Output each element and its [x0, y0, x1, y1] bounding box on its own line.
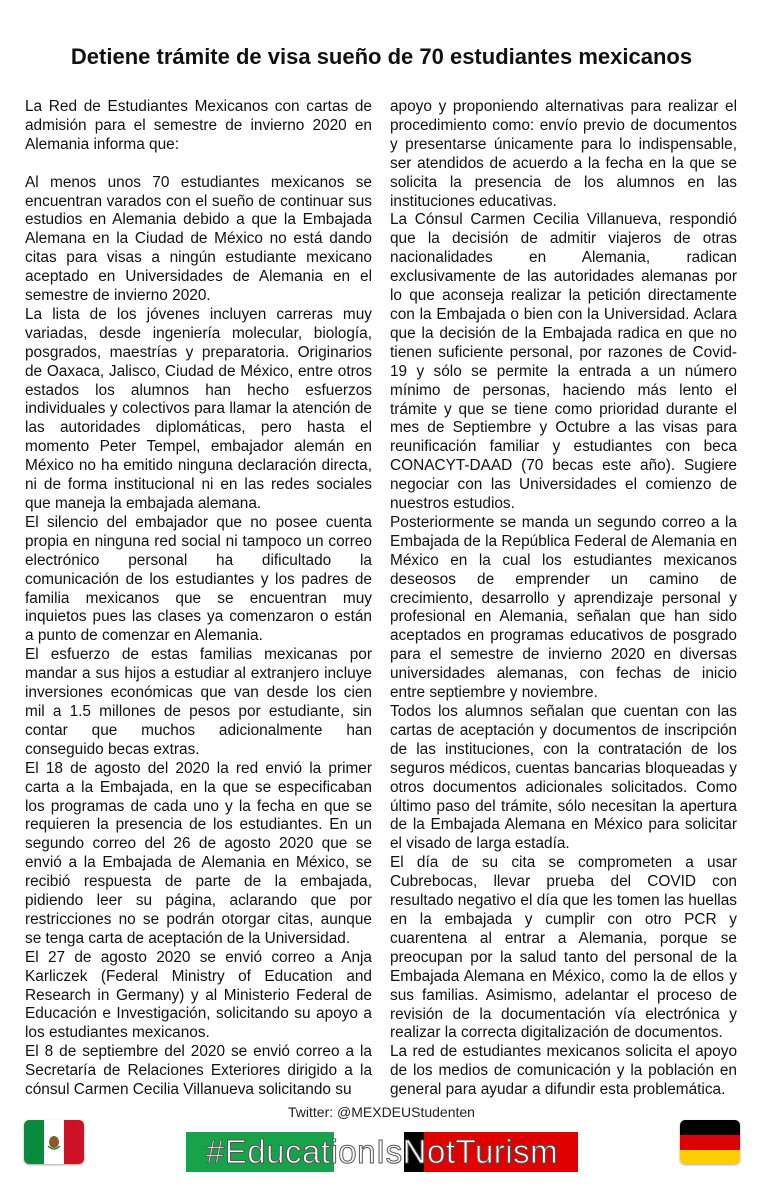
paragraph: El 18 de agosto del 2020 la red envió la primer carta a la Embajada, en la que se especificaban los programas de cada uno y la fecha en que se requieren la presencia de los estudiantes. En un segundo correo del 26 de agosto 2020 que se envió a la Embajada de Alemania en México, se recibió respuesta de parte de la embajada, pidiendo leer su página, aclarando que por restricciones no se podrán otorgar citas, aunque se tenga carta de aceptación de la Universidad.: [25, 759, 372, 947]
hashtag-text: #EducationIsNotTurism: [205, 1133, 559, 1170]
article-title: Detiene trámite de visa sueño de 70 estudiantes mexicanos: [70, 44, 693, 69]
hashtag-banner: [186, 1132, 578, 1172]
paragraph: El 8 de septiembre del 2020 se envió correo a la Secretaría de Relaciones Exteriores dirigido a la cónsul Carmen Cecilia Villanueva solicitando su: [25, 1043, 372, 1099]
left-column: [25, 98, 372, 1100]
paragraph: El silencio del embajador que no posee cuenta propia en ninguna red social ni tampoco un correo electrónico personal ha dificultado la comunicación de los estudiantes y los padres de familia mexicanos que se encuentran muy inquietos pues las clases ya comenzaron o están a punto de comenzar en Alemania.: [25, 513, 372, 645]
paragraph: El 27 de agosto 2020 se envió correo a Anja Karliczek (Federal Ministry of Education and Research in Germany) y al Ministerio Federal de Educación e Investigación, solicitando su apoyo a los estudiantes mexicanos.: [25, 948, 372, 1042]
mexico-flag-icon: [24, 1120, 84, 1164]
paragraph: La red de estudiantes mexicanos solicita el apoyo de los medios de comunicación y la población en general para ayudar a difundir esta problemática.: [390, 1043, 737, 1099]
germany-flag-icon: [680, 1120, 740, 1164]
paragraph-gap: [25, 155, 372, 174]
paragraph: La Red de Estudiantes Mexicanos con cartas de admisión para el semestre de invierno 2020 en Alemania informa que:: [25, 98, 372, 153]
paragraph: La Cónsul Carmen Cecilia Villanueva, respondió que la decisión de admitir viajeros de otras nacionalidades en Alemania, radican exclusivamente de las autoridades alemanas por lo que aconseja realizar la petición directamente con la Embajada o bien con la Universidad. Aclara que la decisión de la Embajada radica en que no tienen suficiente personal, por razones de Covid-19 y sólo se permite la entrada a un número mínimo de personas, haciendo más lento el trámite y que se tiene como prioridad durante el mes de Septiembre y Octubre a las visas para reunificación familiar y estudiantes con beca CONACYT-DAAD (70 becas este año). Sugiere negociar con las Universidades el comienzo de nuestros estudios.: [390, 211, 737, 513]
twitter-handle: Twitter: @MEXDEUStudenten: [288, 1104, 475, 1120]
paragraph: Posteriormente se manda un segundo correo a la Embajada de la República Federal de Alemania en México en la cual los estudiantes mexicanos deseosos de emprender un camino de crecimiento, desarrollo y aprendizaje personal y profesional en Alemania, señalan que han sido aceptados en programas educativos de posgrado para el semestre de invierno 2020 en diversas universidades alemanas, con fechas de inicio entre septiembre y noviembre.: [390, 513, 737, 702]
paragraph: Todos los alumnos señalan que cuentan con las cartas de aceptación y documentos de inscripción de las instituciones, con la contratación de los seguros médicos, cuentas bancarias bloqueadas y otros documentos adicionales solicitados. Como último paso del trámite, sólo necesitan la apertura de la Embajada Alemana en México para solicitar el visado de larga estadía.: [390, 703, 737, 853]
paragraph: El esfuerzo de estas familias mexicanas por mandar a sus hijos a estudiar al extranjero incluye inversiones económicas que van desde los cien mil a 1.5 millones de pesos por estudiante, sin contar que muchos adicionalmente han conseguido becas extras.: [25, 646, 372, 758]
paragraph: El día de su cita se comprometen a usar Cubrebocas, llevar prueba del COVID con resultado negativo el día que les tomen las huellas en la embajada y cumplir con otro PCR y cuarentena al entrar a Alemania, porque se preocupan por la salud tanto del personal de la Embajada Alemana en México, como la de ellos y sus familias. Asimismo, adelantar el proceso de revisión de la documentación vía electrónica y realizar la correcta digitalización de documentos.: [390, 854, 737, 1042]
paragraph: Al menos unos 70 estudiantes mexicanos se encuentran varados con el sueño de continuar sus estudios en Alemania debido a que la Embajada Alemana en la Ciudad de México no está dando citas para visas a ningún estudiante mexicano aceptado en Universidades de Alemania en el semestre de invierno 2020.: [25, 173, 372, 305]
paragraph: apoyo y proponiendo alternativas para realizar el procedimiento como: envío previo de documentos y presentarse únicamente para lo indispensable, ser atendidos de acuerdo a la fecha en la que se solicita la presencia de los alumnos en las instituciones educativas.: [390, 98, 737, 210]
right-column: [390, 98, 737, 1100]
paragraph: La lista de los jóvenes incluyen carreras muy variadas, desde ingeniería molecular, biología, posgrados, maestrías y preparatoria. Originarios de Oaxaca, Jalisco, Ciudad de México, entre otros estados los alumnos han hecho esfuerzos individuales y colectivos para llamar la atención de las autoridades diplomáticas, pero hasta el momento Peter Tempel, embajador alemán en México no ha emitido ninguna declaración directa, ni de forma institucional ni en las redes sociales que maneja la embajada alemana.: [25, 305, 372, 513]
